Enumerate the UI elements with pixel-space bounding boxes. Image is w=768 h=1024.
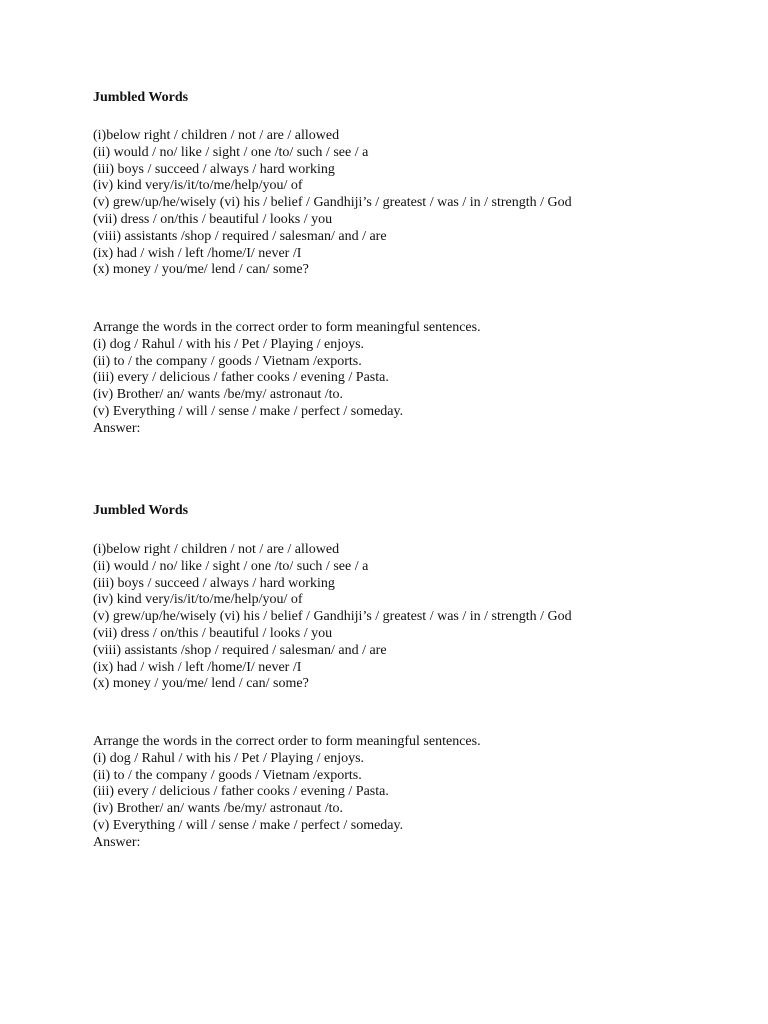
list-item: (iii) every / delicious / father cooks / evening / Pasta. xyxy=(93,370,389,386)
list-item: (v) grew/up/he/wisely (vi) his / belief / Gandhiji’s / greatest / was / in / strength / God xyxy=(93,609,572,625)
list-item: (i)below right / children / not / are / allowed xyxy=(93,128,340,143)
list-item: (viii) assistants /shop / required / salesman/ and / are xyxy=(93,642,387,658)
list-item: (ii) would / no/ like / sight / one /to/ such / see / a xyxy=(93,558,369,574)
list-item: (i)below right / children / not / are / allowed xyxy=(93,542,340,557)
list-item: (vii) dress / on/this / beautiful / looks / you xyxy=(93,211,333,227)
section-heading: Jumbled Words xyxy=(93,90,189,105)
list-item: (v) Everything / will / sense / make / perfect / someday. xyxy=(93,817,404,833)
list-item: (ii) would / no/ like / sight / one /to/ such / see / a xyxy=(93,144,369,160)
instruction-text: Arrange the words in the correct order to form meaningful sentences. xyxy=(93,320,481,335)
list-item: (iii) boys / succeed / always / hard working xyxy=(93,575,335,591)
list-item: (iii) every / delicious / father cooks / evening / Pasta. xyxy=(93,784,389,800)
list-item: (i) dog / Rahul / with his / Pet / Playing / enjoys. xyxy=(93,336,365,352)
instruction-text: Arrange the words in the correct order to form meaningful sentences. xyxy=(93,734,481,749)
list-item: (vii) dress / on/this / beautiful / looks / you xyxy=(93,625,333,641)
list-item: (x) money / you/me/ lend / can/ some? xyxy=(93,676,309,692)
list-item: (v) grew/up/he/wisely (vi) his / belief / Gandhiji’s / greatest / was / in / strength / God xyxy=(93,195,572,211)
answer-label: Answer: xyxy=(93,834,141,850)
list-item: (ix) had / wish / left /home/I/ never /I xyxy=(93,245,302,261)
list-item: (iv) Brother/ an/ wants /be/my/ astronaut /to. xyxy=(93,801,344,817)
list-item: (iii) boys / succeed / always / hard working xyxy=(93,161,335,177)
list-item: (ii) to / the company / goods / Vietnam /exports. xyxy=(93,353,362,369)
list-item: (iv) kind very/is/it/to/me/help/you/ of xyxy=(93,178,303,194)
list-item: (viii) assistants /shop / required / salesman/ and / are xyxy=(93,228,387,244)
jumbled-words-title-2 xyxy=(93,502,733,519)
arrange-list-1 xyxy=(93,320,733,438)
list-item: (iv) kind very/is/it/to/me/help/you/ of xyxy=(93,592,303,608)
section-heading: Jumbled Words xyxy=(93,503,189,518)
jumbled-words-list-1 xyxy=(93,128,733,279)
list-item: (iv) Brother/ an/ wants /be/my/ astronaut /to. xyxy=(93,387,344,403)
list-item: (ix) had / wish / left /home/I/ never /I xyxy=(93,659,302,675)
jumbled-words-list-2 xyxy=(93,542,733,693)
arrange-list-2 xyxy=(93,734,733,852)
list-item: (ii) to / the company / goods / Vietnam /exports. xyxy=(93,767,362,783)
list-item: (i) dog / Rahul / with his / Pet / Playing / enjoys. xyxy=(93,750,365,766)
list-item: (v) Everything / will / sense / make / perfect / someday. xyxy=(93,403,404,419)
list-item: (x) money / you/me/ lend / can/ some? xyxy=(93,262,309,278)
answer-label: Answer: xyxy=(93,420,141,436)
jumbled-words-title-1 xyxy=(93,89,733,106)
